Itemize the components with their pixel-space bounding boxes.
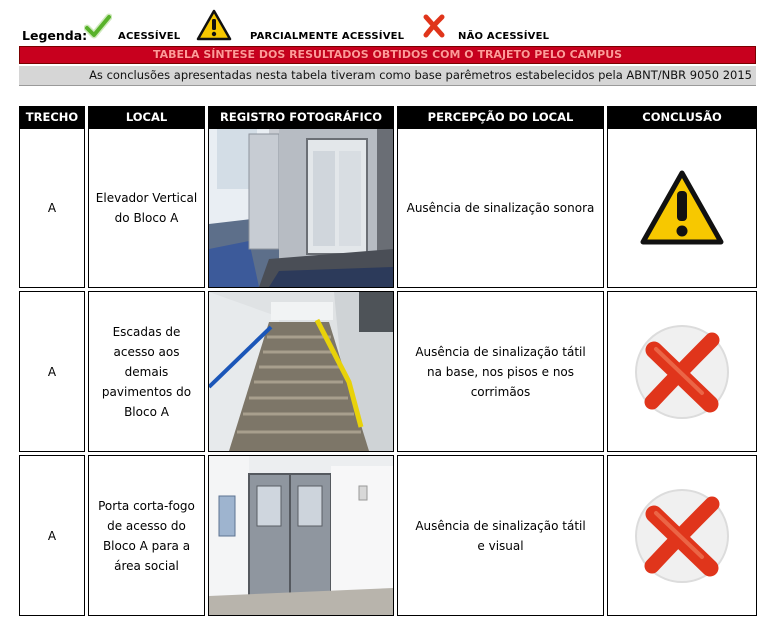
x-mark-icon xyxy=(423,14,445,42)
table-subtitle-banner: As conclusões apresentadas nesta tabela tiveram como base parêmetros estabelecidos pela ABNT/NBR 9050 2015 xyxy=(19,66,756,86)
cell-percepcao: Ausência de sinalização sonora xyxy=(397,128,604,288)
legend-label-partial: PARCIALMENTE ACESSÍVEL xyxy=(250,31,405,42)
header-percepcao: PERCEPÇÃO DO LOCAL xyxy=(397,106,604,128)
warning-icon xyxy=(639,169,725,247)
cell-trecho: A xyxy=(19,128,85,288)
cell-trecho: A xyxy=(19,455,85,616)
legend-label-accessible: ACESSÍVEL xyxy=(118,31,181,42)
header-conclusao: CONCLUSÃO xyxy=(607,106,757,128)
elevator-photo xyxy=(208,128,394,288)
cell-conclusao xyxy=(607,128,757,288)
table-title-banner: TABELA SÍNTESE DOS RESULTADOS OBTIDOS COM O TRAJETO PELO CAMPUS xyxy=(19,46,756,64)
cell-conclusao xyxy=(607,291,757,452)
check-icon xyxy=(84,13,112,45)
legend-title: Legenda: xyxy=(22,28,88,43)
cell-trecho: A xyxy=(19,291,85,452)
legend-label-not-accessible: NÃO ACESSÍVEL xyxy=(458,31,550,42)
cell-local: Elevador Vertical do Bloco A xyxy=(88,128,205,288)
fire-door-photo xyxy=(208,455,394,616)
stairs-photo xyxy=(208,291,394,452)
header-trecho: TRECHO xyxy=(19,106,85,128)
header-registro: REGISTRO FOTOGRÁFICO xyxy=(208,106,394,128)
cell-percepcao: Ausência de sinalização tátil na base, nos pisos e nos corrimãos xyxy=(397,291,604,452)
cell-percepcao: Ausência de sinalização tátil e visual xyxy=(397,455,604,616)
x-mark-icon xyxy=(632,322,732,422)
x-mark-icon xyxy=(632,486,732,586)
header-local: LOCAL xyxy=(88,106,205,128)
cell-local: Escadas de acesso aos demais pavimentos do Bloco A xyxy=(88,291,205,452)
cell-conclusao xyxy=(607,455,757,616)
warning-icon xyxy=(196,9,232,45)
cell-local: Porta corta-fogo de acesso do Bloco A para a área social xyxy=(88,455,205,616)
